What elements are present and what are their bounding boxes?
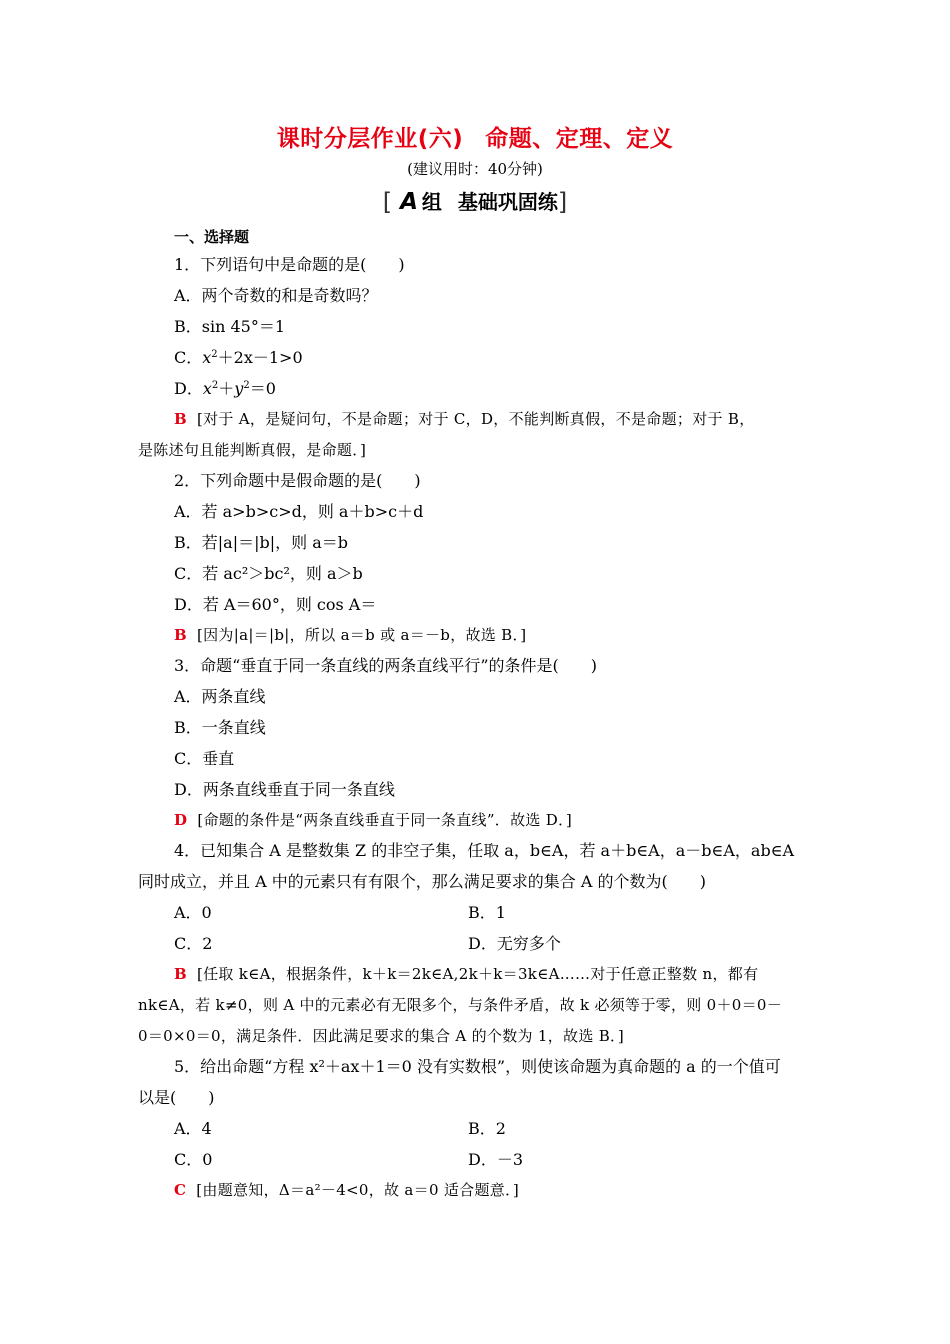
question-1-option-a: A．两个奇数的和是奇数吗？ — [174, 286, 378, 305]
page-title — [0, 120, 950, 153]
question-2-option-d: D．若 A＝60°，则 cos A＝ — [174, 595, 377, 614]
question-5-options-row-2 — [138, 1150, 818, 1170]
question-2-option-a: A．若 a>b>c>d，则 a＋b>c＋d — [174, 502, 424, 521]
question-4-option-a: A．0 — [174, 903, 212, 922]
option-c-prefix: C． — [174, 348, 203, 367]
question-3-option-c: C．垂直 — [174, 749, 235, 768]
explanation-line-1: [对于 A，是疑问句，不是命题；对于 C，D，不能判断真假，不是命题；对于 B， — [196, 410, 755, 428]
title-topic: 命题、定理、定义 — [485, 126, 674, 152]
question-4-stem-line-2: 同时成立，并且 A 中的元素只有有限个，那么满足要求的集合 A 的个数为( ) — [138, 872, 706, 891]
explanation: [由题意知，Δ＝a²－4<0，故 a＝0 适合题意．] — [196, 1181, 520, 1199]
question-5-answer — [138, 1180, 818, 1200]
question-1-option-d: D．$x^2+y^2=0$ — [174, 379, 276, 398]
answer-key: C — [174, 1181, 187, 1199]
option-c-rest: ＋2x－1>0 — [217, 348, 303, 367]
question-4-option-b: B．1 — [468, 903, 506, 922]
question-4-stem-line-1: 4．已知集合 A 是整数集 Z 的非空子集，任取 a，b∈A，若 a＋b∈A，a－b∈A，ab∈A — [174, 841, 795, 860]
question-2-answer — [138, 625, 818, 645]
explanation: [命题的条件是“两条直线垂直于同一条直线”．故选 D．] — [197, 811, 573, 829]
bracket-close: ] — [557, 188, 568, 216]
question-4-option-d: D．无穷多个 — [468, 934, 561, 953]
explanation-line-1: [任取 k∈A，根据条件，k＋k＝2k∈A,2k＋k＝3k∈A……对于任意正整数 n，都有 — [196, 965, 759, 983]
question-3-answer — [138, 810, 818, 830]
bracket-open: [ — [382, 188, 393, 216]
title-series: 课时分层作业(六) — [276, 126, 464, 152]
question-5-option-d: D．－3 — [468, 1150, 524, 1169]
option-d-rest: ＝0 — [249, 379, 276, 398]
question-2-stem: 2．下列命题中是假命题的是( ) — [174, 471, 421, 490]
answer-key: D — [174, 811, 188, 829]
question-5-option-a: A．4 — [174, 1119, 212, 1138]
question-5-option-c: C．0 — [174, 1150, 213, 1169]
question-3-option-d: D．两条直线垂直于同一条直线 — [174, 780, 395, 799]
question-1-explanation-line-2: 是陈述句且能判断真假，是命题．] — [138, 441, 367, 459]
question-4-explanation-line-3: 0＝0×0＝0，满足条件．因此满足要求的集合 A 的个数为 1，故选 B．] — [138, 1027, 624, 1045]
section-heading: 一、选择题 — [174, 228, 250, 246]
question-1-stem: 1．下列语句中是命题的是( ) — [174, 255, 405, 274]
question-5-stem-line-1: 5．给出命题“方程 x²＋ax＋1＝0 没有实数根”，则使该命题为真命题的 a 的一个值可 — [174, 1057, 781, 1076]
answer-key: B — [174, 410, 187, 428]
question-1-answer — [138, 409, 818, 429]
answer-key: B — [174, 965, 187, 983]
group-label: 基础巩固练 — [457, 190, 558, 214]
question-1-option-b: B．sin 45°＝1 — [174, 317, 286, 336]
option-d-prefix: D． — [174, 379, 203, 398]
question-4-options-row-2 — [138, 934, 818, 954]
question-3-option-a: A．两条直线 — [174, 687, 266, 706]
question-4-answer — [138, 964, 818, 984]
explanation: [因为|a|＝|b|，所以 a＝b 或 a＝－b，故选 B．] — [196, 626, 527, 644]
question-5-stem-line-2: 以是( ) — [138, 1088, 215, 1107]
suggested-time: (建议用时：40分钟) — [407, 160, 543, 178]
question-5-option-b: B．2 — [468, 1119, 506, 1138]
group-header — [0, 186, 950, 216]
group-name: 组 — [421, 190, 442, 214]
question-4-option-c: C．2 — [174, 934, 213, 953]
question-3-stem: 3．命题“垂直于同一条直线的两条直线平行”的条件是( ) — [174, 656, 598, 675]
question-5-options-row-1 — [138, 1119, 818, 1139]
question-3-option-b: B．一条直线 — [174, 718, 266, 737]
answer-key: B — [174, 626, 187, 644]
question-4-options-row-1 — [138, 903, 818, 923]
question-1-option-c: C．$x^2+2x-1>0$ — [174, 348, 303, 367]
question-2-option-c: C．若 ac²＞bc²，则 a＞b — [174, 564, 363, 583]
question-4-explanation-line-2: nk∈A，若 k≠0，则 A 中的元素必有无限多个，与条件矛盾，故 k 必须等于零，则 0＋0＝0－ — [138, 996, 783, 1014]
group-letter: A — [400, 189, 418, 215]
question-2-option-b: B．若|a|＝|b|，则 a＝b — [174, 533, 348, 552]
